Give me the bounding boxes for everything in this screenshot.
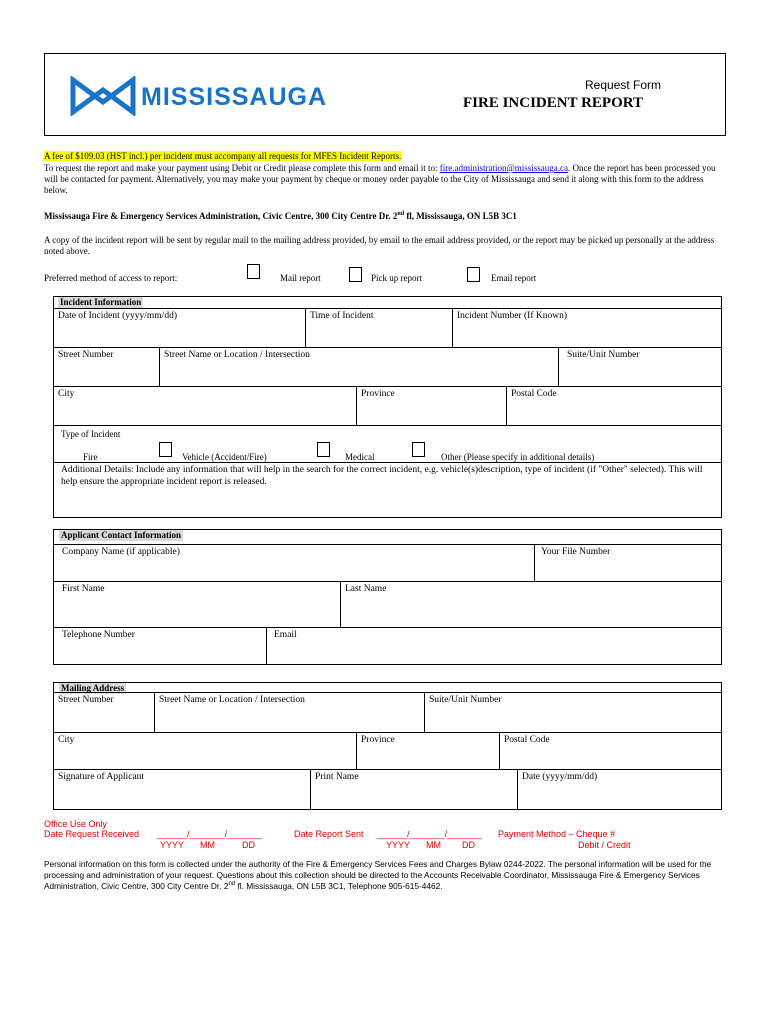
incident-number-field[interactable] — [452, 308, 722, 348]
mailing-suite-label: Suite/Unit Number — [429, 695, 502, 705]
incident-date-label: Date of Incident (yyyy/mm/dd) — [58, 311, 177, 321]
date-sent-mm: MM — [426, 840, 441, 850]
incident-date-field[interactable] — [53, 308, 306, 348]
incident-street-number-field[interactable] — [53, 347, 160, 387]
date-sent-dd: DD — [462, 840, 475, 850]
incident-province-field[interactable] — [356, 386, 507, 426]
type-medical-label: Medical — [345, 452, 375, 462]
request-instructions: To request the report and make your payment using Debit or Credit please complete this form and email it to: fire.administration@mississauga.ca. Once the report has been processed you will be contacted for payment. Alternatively, you may make your payment by cheque or money order payable to the City of Mississauga and send it along with this form to the address below. — [44, 163, 716, 195]
signature-field[interactable] — [53, 769, 311, 810]
telephone-field[interactable] — [53, 627, 267, 665]
first-name-field[interactable] — [53, 581, 341, 628]
type-medical-checkbox[interactable] — [317, 442, 330, 457]
incident-type-label: Type of Incident — [61, 429, 121, 439]
date-received-yyyy: YYYY — [160, 840, 185, 850]
office-use-title: Office Use Only — [44, 819, 107, 829]
print-name-field[interactable] — [310, 769, 518, 810]
mailing-street-name-label: Street Name or Location / Intersection — [159, 695, 305, 705]
incident-time-label: Time of Incident — [310, 311, 374, 321]
mailing-city-label: City — [58, 735, 75, 745]
form-kind: Request Form — [585, 78, 662, 92]
copy-notice: A copy of the incident report will be sent by regular mail to the mailing address provided, by email to the email address provided, or the report may be picked up personally at the address noted above. — [44, 235, 715, 256]
type-other-checkbox[interactable] — [412, 442, 425, 457]
header-box — [44, 53, 726, 136]
last-name-label: Last Name — [345, 584, 387, 594]
incident-city-field[interactable] — [53, 386, 357, 426]
email-label: Email — [274, 630, 297, 640]
company-name-label: Company Name (if applicable) — [62, 547, 180, 557]
incident-province-label: Province — [361, 389, 395, 399]
incident-number-label: Incident Number (If Known) — [457, 311, 568, 321]
incident-postal-field[interactable] — [506, 386, 722, 426]
applicant-date-label: Date (yyyy/mm/dd) — [522, 772, 598, 782]
email-field[interactable] — [266, 627, 722, 665]
telephone-label: Telephone Number — [62, 630, 135, 640]
payment-method-options: Debit / Credit — [578, 840, 631, 850]
payment-method-label: Payment Method – Cheque # — [498, 829, 616, 839]
mail-report-checkbox[interactable] — [247, 264, 260, 279]
mailing-postal-field[interactable] — [499, 732, 722, 770]
incident-city-label: City — [58, 389, 75, 399]
print-name-label: Print Name — [315, 772, 359, 782]
mailing-street-number-field[interactable] — [53, 692, 155, 733]
mailing-street-name-field[interactable] — [154, 692, 425, 733]
date-sent-blank: ______/_______/_______ — [377, 829, 483, 839]
email-report-label: Email report — [491, 273, 537, 283]
mailing-province-label: Province — [361, 735, 395, 745]
mailing-street-number-label: Street Number — [58, 695, 114, 705]
last-name-field[interactable] — [340, 581, 722, 628]
access-label: Preferred method of access to report: — [44, 273, 178, 283]
pick-up-report-checkbox[interactable] — [349, 267, 362, 282]
logo-text: MISSISSAUGA — [141, 83, 328, 111]
date-received-mm: MM — [200, 840, 215, 850]
applicant-date-field[interactable] — [517, 769, 722, 810]
date-sent-yyyy: YYYY — [386, 840, 411, 850]
type-other-label: Other (Please specify in additional details) — [441, 452, 595, 462]
signature-label: Signature of Applicant — [58, 772, 145, 782]
fee-notice: A fee of $109.03 (HST incl.) per incident must accompany all requests for MFES Incident Reports. — [44, 151, 402, 161]
incident-time-field[interactable] — [305, 308, 453, 348]
email-report-checkbox[interactable] — [467, 267, 480, 282]
date-sent-label: Date Report Sent — [294, 829, 364, 839]
admin-address: Mississauga Fire & Emergency Services Administration, Civic Centre, 300 City Centre Dr. 2nd fl, Mississauga, ON L5B 3C1 — [44, 211, 517, 221]
incident-street-name-label: Street Name or Location / Intersection — [164, 350, 310, 360]
date-received-blank: ______/_______/_______ — [157, 829, 263, 839]
incident-street-number-label: Street Number — [58, 350, 114, 360]
incident-street-name-field[interactable] — [159, 347, 559, 387]
mailing-header: Mailing Address — [61, 683, 125, 693]
form-title: FIRE INCIDENT REPORT — [463, 95, 644, 111]
incident-suite-field[interactable] — [558, 347, 722, 387]
incident-postal-label: Postal Code — [511, 389, 557, 399]
date-received-label: Date Request Received — [44, 829, 140, 839]
mailing-postal-label: Postal Code — [504, 735, 550, 745]
mailing-province-field[interactable] — [356, 732, 500, 770]
mississauga-logo-icon — [69, 76, 137, 116]
incident-header: Incident Information — [60, 297, 142, 307]
incident-suite-label: Suite/Unit Number — [567, 350, 640, 360]
pick-up-report-label: Pick up report — [371, 273, 422, 283]
mail-report-label: Mail report — [280, 273, 321, 283]
type-vehicle-checkbox[interactable] — [159, 442, 172, 457]
additional-details-field[interactable] — [53, 462, 722, 518]
privacy-notice: Personal information on this form is collected under the authority of the Fire & Emergency Services Fees and Charges Bylaw 0244-2022. The personal information will be used for the processing and administration of your request. Questions about this collection should be directed to the Accounts Receivable Coordinator, Mississauga Fire & Emergency Services Administration, Civic Centre, 300 City Centre Dr. 2nd fl. Mississauga, ON L5B 3C1, Telephone 905-615-4462. — [44, 859, 712, 891]
type-fire-label: Fire — [83, 452, 98, 462]
file-number-field[interactable] — [534, 544, 722, 582]
date-received-dd: DD — [242, 840, 255, 850]
file-number-label: Your File Number — [541, 547, 611, 557]
company-name-field[interactable] — [53, 544, 535, 582]
mailing-city-field[interactable] — [53, 732, 357, 770]
admin-email-link[interactable]: fire.administration@mississauga.ca — [439, 163, 569, 173]
mailing-suite-field[interactable] — [424, 692, 722, 733]
additional-details-label: Additional Details: Include any information that will help in the search for the correct incident, e.g. vehicle(s)description, type of incident (if "Other" selected). This will help ensure the appropriate incident report is released. — [61, 465, 703, 487]
first-name-label: First Name — [62, 584, 105, 594]
type-vehicle-label: Vehicle (Accident/Fire) — [182, 452, 267, 462]
applicant-header: Applicant Contact Information — [61, 530, 182, 540]
